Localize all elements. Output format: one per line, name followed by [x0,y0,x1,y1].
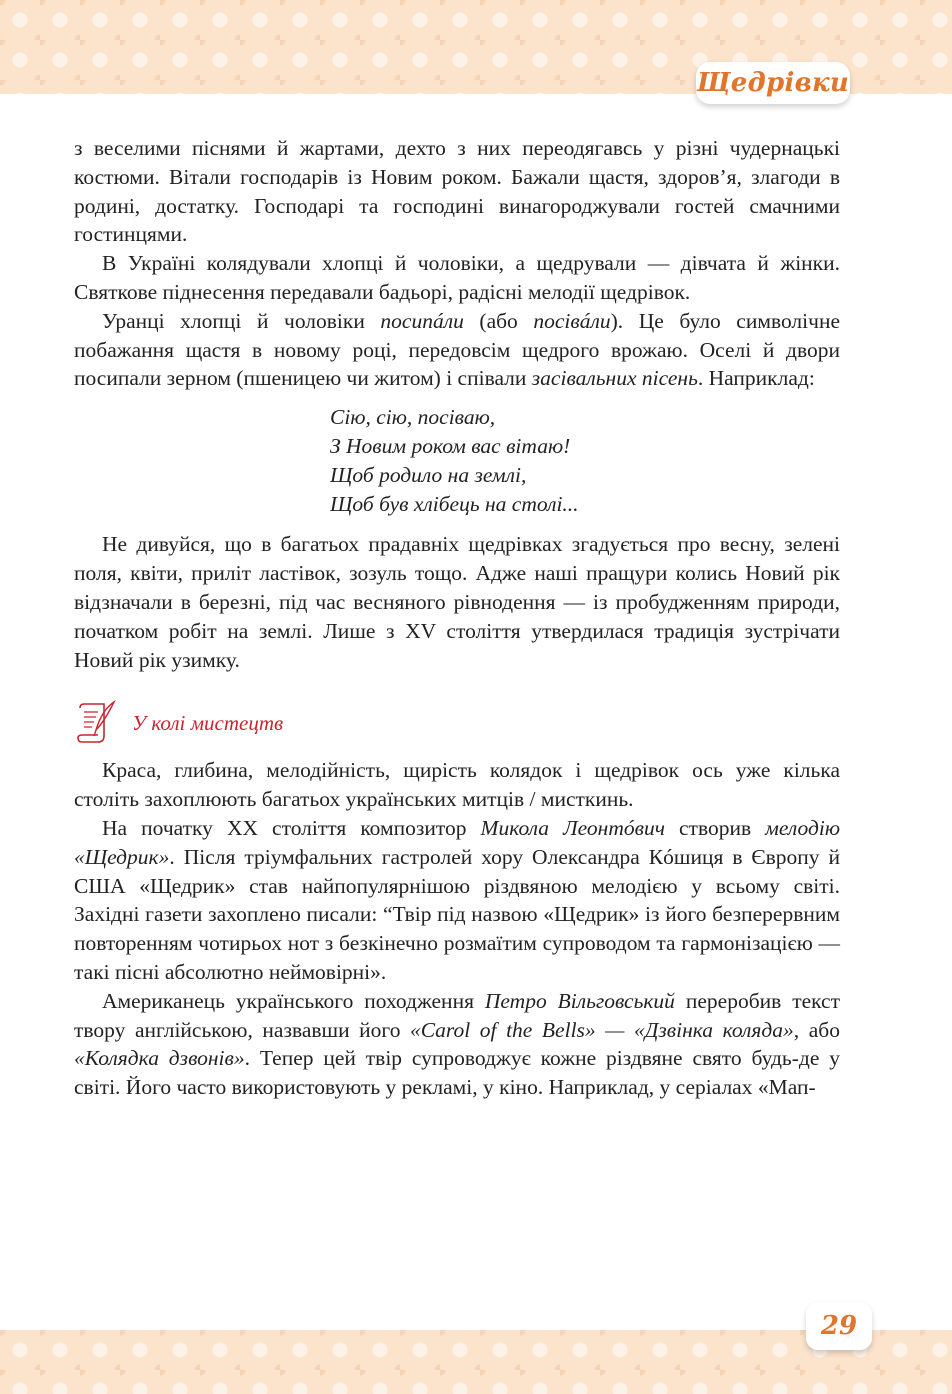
poem-line: Щоб родило на землі, [330,462,527,487]
term: мелодію «Щедрик» [74,815,840,869]
quill-scroll-icon [74,700,118,746]
term: посівáли [533,308,611,333]
section-title: У колі мистецтв [132,710,284,735]
title: «Колядка дзвонів» [74,1046,245,1071]
title: «Carol of the Bells» — «Дзвінка коляда», [410,1017,800,1042]
name: Микола Леонтóвич [480,815,665,840]
paragraph: В Україні колядували хлопці й чоловіки, а щедрували — дівчата й жінки. Святкове піднесення передавали бадьорі, радісні мелодії щедрівок. [74,251,840,304]
poem-line: Щоб був хлібець на столі... [330,491,579,516]
paragraph: Не дивуйся, що в багатьох прадавніх щедрівках згадується про весну, зелені поля, квіти, приліт ластівок, зозуль тощо. Адже наші пращури колись Новий рік відзначали в березні, під час весняного рівнодення — із пробудженням природи, початком робіт на землі. Лише з XV століття утвердилася традиція зустрічати Новий рік узимку. [74,532,840,672]
poem-line: Сію, сію, посіваю, [330,405,496,430]
poem-line: З Новим роком вас вітаю! [330,433,571,458]
term: посипáли [380,308,464,333]
paragraph: Уранці хлопці й чоловіки посипáли (або посівáли). Це було символічне побажання щастя в новому році, передовсім щедрого врожаю. Оселі й двори посипали зерном (пшеницею чи житом) і співали засівальних пісень. Наприклад: [74,308,840,391]
paragraph: Краса, глибина, мелодійність, щирість колядок і щедрівок ось уже кілька століть захоплюють багатьох українських митців / мисткинь. [74,758,840,812]
poem [330,403,840,518]
term: засівальних пісень [531,366,698,391]
chapter-tab: Щедрівки [696,62,850,104]
page-content [74,134,840,1102]
paragraph: з веселими піснями й жартами, дехто з них переодягавсь у різні чудернацькі костюми. Вітали господарів із Новим роком. Бажали щастя, здоров’я, злагоди в родині, достатку. Господарі та господині винагороджували гостей смачними гостинцями. [74,136,840,247]
name: Петро Вільговський [484,988,675,1013]
paragraph: На початку XX століття композитор Микола Леонтóвич створив мелодію «Щедрик». Після тріумфальних гастролей хору Олександра Кóшиця в Європу й США «Щедрик» став найпопулярнішою різдвяною мелодією у всьому світі. Західні газети захоплено писали: “Твір під назвою «Щедрик» із його безперервним повторенням чотирьох нот з безкінечно розмаїтим супроводом та гармонізацією — такі пісні абсолютно неймовірні». [74,815,840,984]
section-heading [74,698,840,748]
page-number: 29 [806,1302,872,1350]
paragraph: Американець українського походження Петро Вільговський переробив текст твору англійською, назвавши його «Carol of the Bells» — «Дзвінка коляда», або «Колядка дзвонів». Тепер цей твір супроводжує кожне різдвяне свято будь-де у світі. Його часто використовують у рекламі, у кіно. Наприклад, у серіалах «Мап- [74,988,840,1100]
